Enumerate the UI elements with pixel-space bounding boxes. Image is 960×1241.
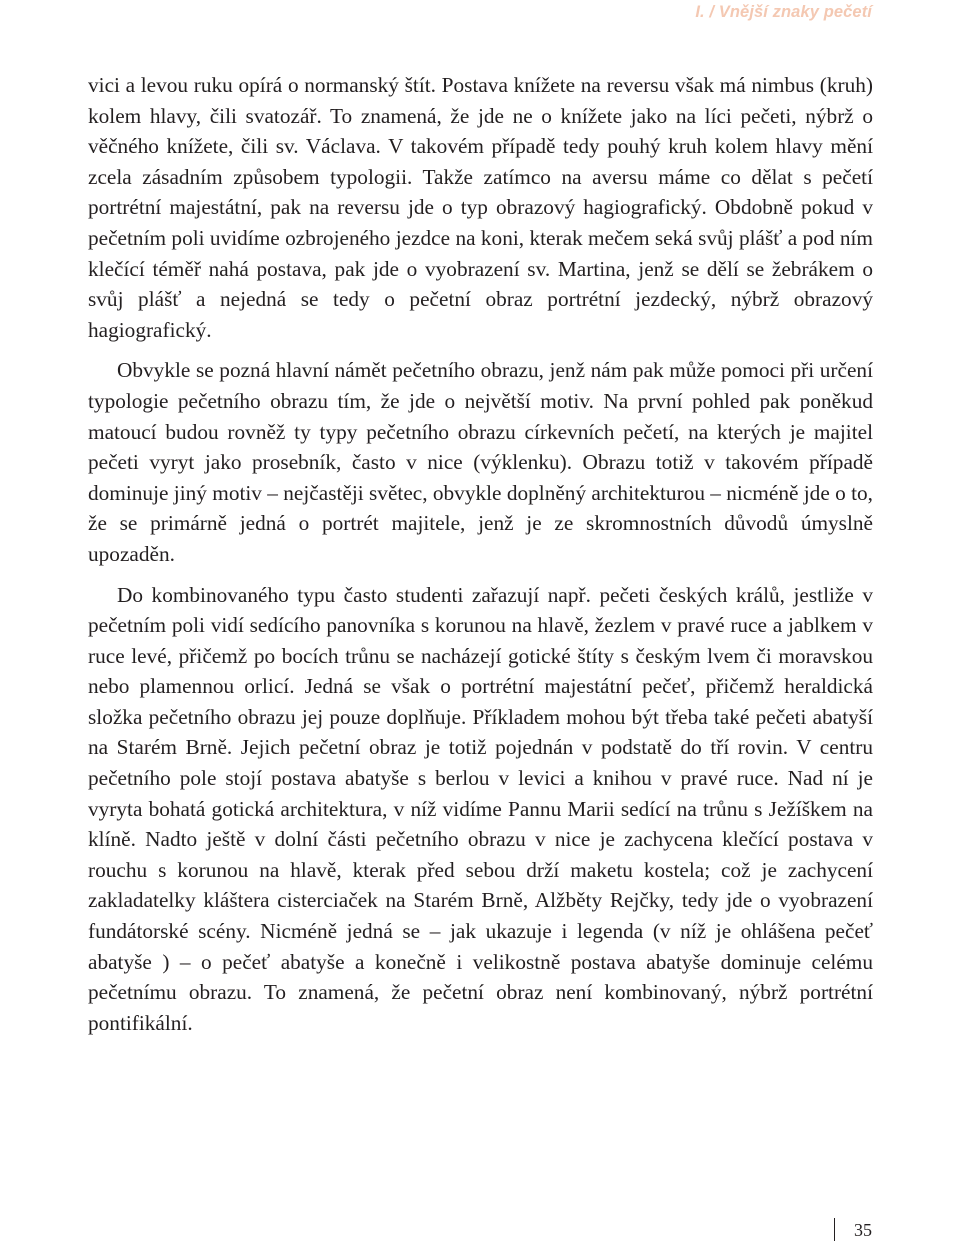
page-number: 35 (854, 1220, 872, 1240)
paragraph: Obvykle se pozná hlavní námět pečetního obrazu, jenž nám pak může pomoci při určení typologie pečetního obrazu tím, že jde o největší motiv. Na první pohled pak poněkud matoucí budou rovněž ty typy pečetního obrazu církevních pečetí, na kterých je majitel pečeti vyryt jako prosebník, často v nice (výklenku). Obrazu totiž v takovém případě dominuje jiný motiv – nejčastěji světec, obvykle doplněný architekturou – nicméně jde o to, že se primárně jedná o portrét majitele, jenž je ze skromnostních důvodů úmyslně upozaděn. (88, 358, 873, 566)
page-body (88, 70, 873, 1038)
footer-rule (834, 1218, 835, 1241)
paragraph-continued: vici a levou ruku opírá o normanský štít. Postava knížete na reversu však má nimbus (kruh) kolem hlavy, čili svatozář. To znamená, že jde ne o knížete jako na líci pečeti, nýbrž o věčného knížete, čili sv. Václava. V takovém případě tedy pouhý kruh kolem hlavy mění zcela zásadním způsobem typologii. Takže zatímco na aversu máme co dělat s pečetí portrétní majestátní, pak na reversu jde o typ obrazový hagiografický. Obdobně pokud v pečetním poli uvidíme ozbrojeného jezdce na koni, kterak mečem seká svůj plášť a pod ním klečící téměř nahá postava, pak jde o vyobrazení sv. Martina, jenž se dělí se žebrákem o svůj plášť a nejedná se tedy o pečetní obraz portrétní jezdecký, nýbrž obrazový hagiografický. (88, 73, 873, 342)
running-header: I. / Vnější znaky pečetí (695, 3, 872, 21)
paragraph: Do kombinovaného typu často studenti zařazují např. pečeti českých králů, jestliže v pečetním poli vidí sedícího panovníka s korunou na hlavě, žezlem v pravé ruce a jablkem v ruce levé, přičemž po bocích trůnu se nacházejí gotické štíty s českým lvem či moravskou nebo plamennou orlicí. Jedná se však o portrétní majestátní pečeť, přičemž heraldická složka pečetního obrazu jej pouze doplňuje. Příkladem mohou být třeba také pečeti abatyší na Starém Brně. Jejich pečetní obraz je totiž pojednán v podstatě do tří rovin. V centru pečetního pole stojí postava abatyše s berlou v levici a knihou v pravé ruce. Nad ní je vyryta bohatá gotická architektura, v níž vidíme Pannu Marii sedící na trůnu s Ježíškem na klíně. Nadto ještě v dolní části pečetního obrazu v nice je zachycena klečící postava v rouchu s korunou na hlavě, kterak před sebou drží maketu kostela; což je zachycení zakladatelky kláštera cisterciaček na Starém Brně, Alžběty Rejčky, tedy jde o vyobrazení fundátorské scény. Nicméně jedná se – jak ukazuje i legenda (v níž je ohlášena pečeť abatyše ) – o pečeť abatyše a konečně i velikostně postava abatyše dominuje celému pečetnímu obrazu. To znamená, že pečetní obraz není kombinovaný, nýbrž portrétní pontifikální. (88, 582, 873, 1035)
